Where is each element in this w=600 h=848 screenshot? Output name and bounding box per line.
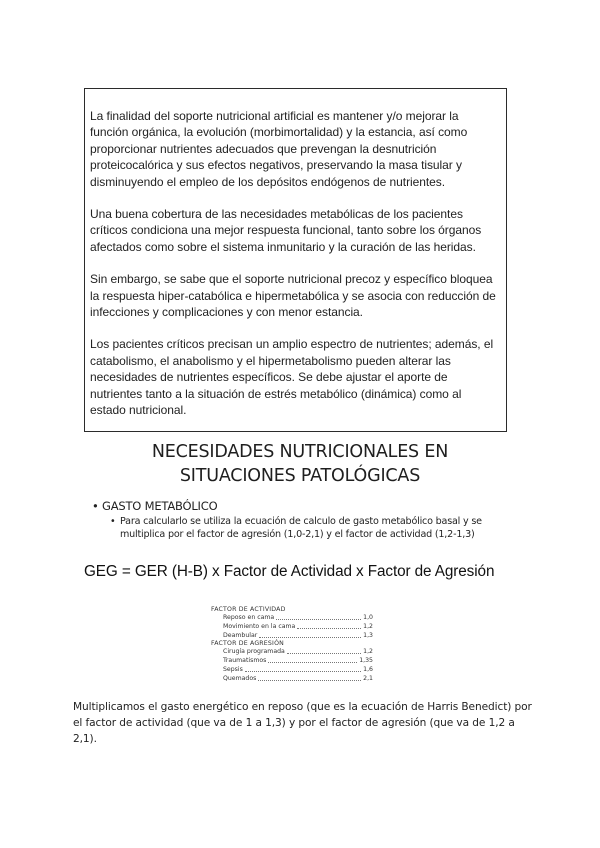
factor-row [211, 648, 373, 657]
factor-row [211, 675, 373, 684]
factor-value: 1,6 [363, 665, 373, 673]
factor-value: 1,3 [363, 631, 373, 639]
intro-paragraph: Una buena cobertura de las necesidades metabólicas de los pacientes críticos condiciona una mejor respuesta funcional, tanto sobre los órganos afectados como sobre el sistema inmunitario y la curación de las heridas. [90, 207, 482, 254]
intro-paragraph: Los pacientes críticos precisan un amplio espectro de nutrientes; además, el catabolismo, el anabolismo y el hipermetabolismo pueden alterar las necesidades de nutrientes específicos. Se debe ajustar el aporte de nutrientes tanto a la situación de estrés metabólico (dinámica) como al estado nutricional. [90, 337, 494, 418]
factor-row [211, 623, 373, 632]
section-title-line1: NECESIDADES NUTRICIONALES EN [151, 442, 449, 462]
factor-label: Deambular [223, 631, 258, 639]
activity-header: FACTOR DE ACTIVIDAD [211, 606, 286, 613]
factor-label: Quemados [223, 674, 257, 682]
factor-row [211, 657, 373, 666]
factor-label: Reposo en cama [223, 614, 275, 621]
factor-value: 1,35 [359, 657, 373, 665]
sub-bullet-calculation [110, 515, 510, 541]
factor-label: Sepsis [223, 665, 243, 673]
intro-paragraph: La finalidad del soporte nutricional artificial es mantener y/o mejorar la función orgánica, la evolución (morbimortalidad) y la estancia, así como proporcionar nutrientes adecuados que prevengan la desnutrición proteicocalórica y sus efectos negativos, preservando la masa tisular y disminuyendo el empleo de los depósitos endógenos de nutrientes. [90, 109, 468, 189]
factor-value: 1,0 [363, 614, 373, 621]
aggression-header: FACTOR DE AGRESIÓN [211, 640, 284, 648]
section-title-line2: SITUACIONES PATOLÓGICAS [179, 466, 421, 486]
bullet-marker: • [92, 499, 99, 513]
intro-paragraph: Sin embargo, se sabe que el soporte nutricional precoz y específico bloquea la respuesta hiper-catabólica e hipermetabólica y se asocia con reducción de infecciones y complicaciones y con menor estancia. [90, 272, 496, 320]
factor-label: Movimiento en la cama [223, 622, 296, 630]
factor-row [211, 666, 373, 675]
geg-formula: GEG = GER (H-B) x Factor de Actividad x Factor de Agresión [84, 563, 495, 580]
intro-text-box [84, 88, 507, 432]
bullet-label: GASTO METABÓLICO [102, 499, 218, 513]
factor-value: 1,2 [363, 648, 373, 656]
factor-value: 1,2 [363, 622, 373, 630]
factor-row [211, 614, 373, 623]
bullet-gasto-metabolico [92, 499, 217, 513]
factor-label: Traumatismos [223, 657, 267, 665]
factor-label: Cirugía programada [223, 648, 285, 656]
factor-table [211, 606, 373, 684]
section-title [90, 440, 510, 488]
bullet-marker: • [110, 516, 116, 527]
sub-bullet-text: Para calcularlo se utiliza la ecuación de calculo de gasto metabólico basal y se multiplica por el factor de agresión (1,0-2,1) y el factor de actividad (1,2-1,3) [120, 516, 482, 540]
factor-value: 2,1 [363, 674, 373, 682]
conclusion-text: Multiplicamos el gasto energético en reposo (que es la ecuación de Harris Benedict) por el factor de actividad (que va de 1 a 1,3) y por el factor de agresión (que va de 1,2 a 2,1). [73, 701, 532, 745]
